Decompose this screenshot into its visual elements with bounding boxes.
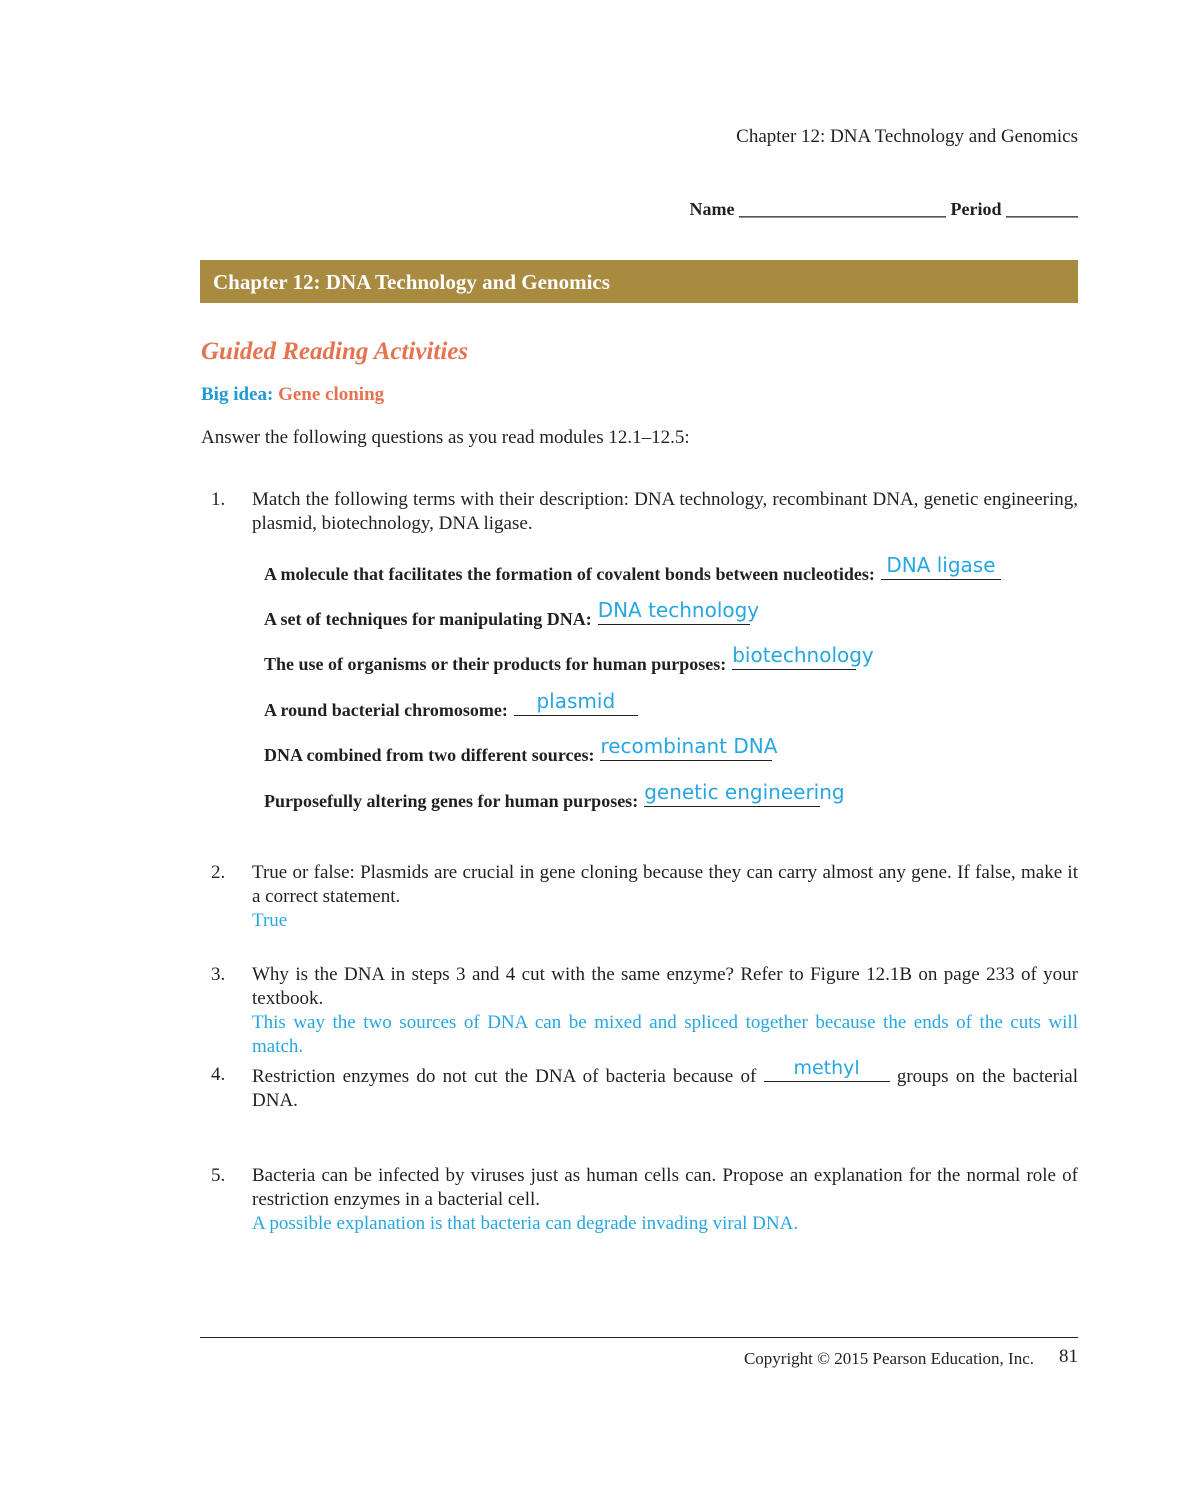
big-idea-topic: Gene cloning [278, 384, 385, 405]
match-prompt: A molecule that facilitates the formation of covalent bonds between nucleotides: [264, 564, 875, 584]
copyright-notice: Copyright © 2015 Pearson Education, Inc. [743, 1349, 1034, 1368]
match-prompt: A round bacterial chromosome: [264, 700, 508, 720]
chapter-banner [200, 260, 1078, 303]
match-item [264, 780, 845, 812]
name-period-line: Name _______________________ Period ________ [689, 199, 1078, 219]
match-item [264, 689, 638, 721]
match-answer: biotechnology [732, 643, 874, 667]
match-answer: plasmid [536, 689, 616, 713]
footer-divider [200, 1337, 1078, 1338]
blank-answer: methyl [793, 1057, 860, 1079]
question-text: Match the following terms with their description: DNA technology, recombinant DNA, genetic engineering, plasmid, biotechnology, DNA ligase. [252, 489, 1078, 534]
answer-text: This way the two sources of DNA can be mixed and spliced together because the ends of the cuts will match. [252, 1012, 1078, 1057]
answer-blank[interactable] [600, 734, 778, 761]
instructions: Answer the following questions as you read modules 12.1–12.5: [201, 427, 690, 448]
answer-text: A possible explanation is that bacteria can degrade invading viral DNA. [252, 1213, 799, 1234]
answer-blank[interactable] [644, 780, 845, 807]
question-3 [201, 963, 1078, 1059]
big-idea-label: Big idea: [201, 384, 274, 405]
question-2 [201, 861, 1078, 933]
question-4 [201, 1057, 1079, 1113]
match-prompt: DNA combined from two different sources: [264, 745, 595, 765]
question-number: 2. [211, 862, 226, 883]
match-answer: genetic engineering [644, 780, 845, 804]
match-answer: DNA ligase [886, 553, 996, 577]
question-number: 3. [211, 964, 226, 985]
match-prompt: The use of organisms or their products for human purposes: [264, 654, 727, 674]
question-text-end: groups on the bacterial DNA. [252, 1066, 1079, 1111]
question-text [252, 1057, 1079, 1113]
question-text: Bacteria can be infected by viruses just as human cells can. Propose an explanation for the normal role of restriction enzymes in a bacterial cell. [252, 1165, 1078, 1210]
match-answer: recombinant DNA [600, 734, 778, 758]
answer-text: True [252, 910, 288, 931]
question-number: 1. [211, 489, 226, 510]
chapter-title: Chapter 12: DNA Technology and Genomics [213, 270, 610, 294]
question-text: Why is the DNA in steps 3 and 4 cut with the same enzyme? Refer to Figure 12.1B on page 233 of your textbook. [252, 964, 1078, 1009]
section-title: Guided Reading Activities [201, 338, 469, 365]
question-text-start: Restriction enzymes do not cut the DNA of bacteria because of [252, 1066, 757, 1087]
match-answer: DNA technology [597, 598, 760, 622]
question-1 [201, 488, 1078, 536]
answer-blank[interactable] [881, 553, 1001, 580]
match-item [264, 734, 778, 766]
answer-blank[interactable] [514, 689, 638, 716]
question-5 [201, 1164, 1078, 1236]
match-item [264, 553, 1001, 585]
big-idea [201, 384, 384, 406]
match-prompt: A set of techniques for manipulating DNA: [264, 609, 592, 629]
question-number: 4. [211, 1064, 226, 1085]
page-number: 81 [1059, 1346, 1078, 1367]
running-head: Chapter 12: DNA Technology and Genomics [736, 126, 1078, 147]
answer-blank[interactable] [764, 1057, 890, 1082]
question-text: True or false: Plasmids are crucial in gene cloning because they can carry almost any gene. If false, make it a correct statement. [252, 862, 1078, 907]
match-item [264, 598, 760, 630]
match-prompt: Purposefully altering genes for human purposes: [264, 791, 639, 811]
match-item [264, 643, 874, 675]
question-number: 5. [211, 1165, 226, 1186]
answer-blank[interactable] [732, 643, 874, 670]
answer-blank[interactable] [597, 598, 760, 625]
